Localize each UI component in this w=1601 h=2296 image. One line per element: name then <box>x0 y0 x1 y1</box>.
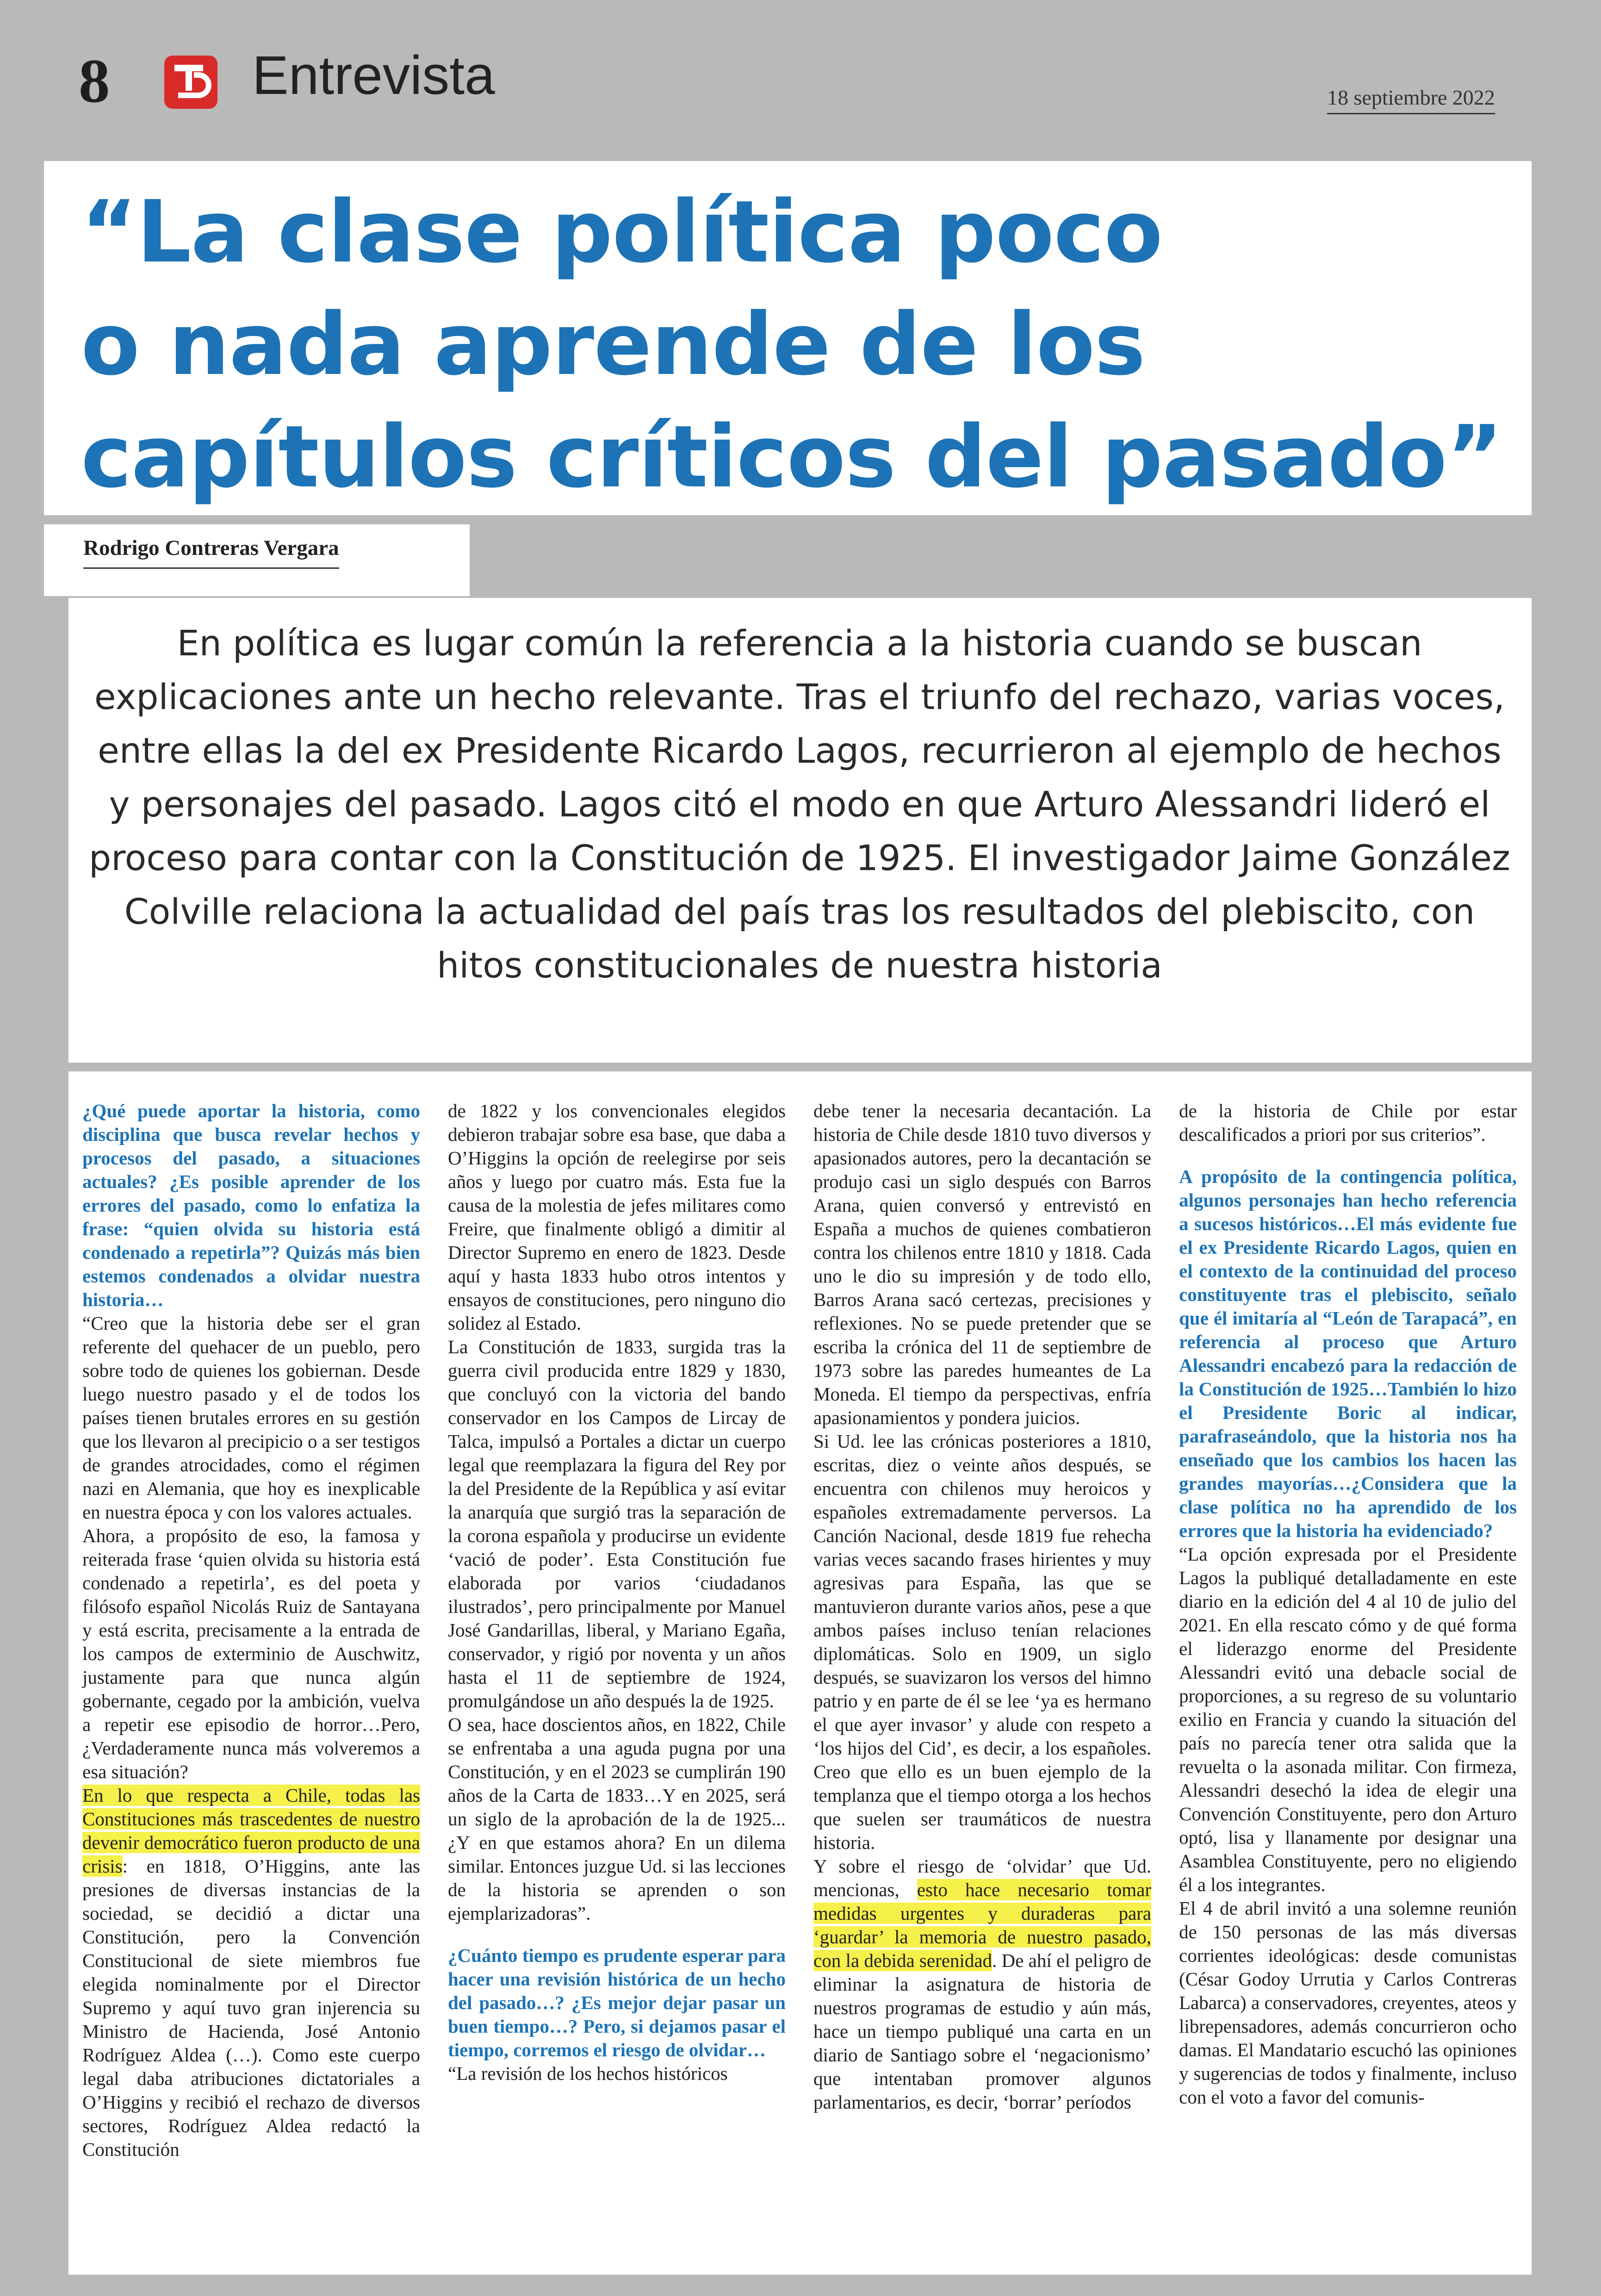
answer-paragraph: “La opción expresada por el Presidente Lagos la publiqué detalladamente en este diario en la edición del 4 al 10 de julio del 2021. En ella rescato cómo y de qué forma el liderazgo enorme del Presidente Alessandri evitó una debacle social de proporciones, a su regreso de su voluntario exilio en Francia y cuando la situación del país no parecía tener otra salida que la revuelta o la asonada militar. Con firmeza, Alessandri desechó la idea de elegir una Convención Constituyente, pero don Arturo optó, lisa y llanamente por designar una Asamblea Constituyente, pero no eligiendo él a los integrantes. <box>1179 1543 1517 1895</box>
answer-paragraph: En lo que respecta a Chile, todas las Constituciones más trascedentes de nuestro devenir democrático fueron producto de una crisis: en 1818, O’Higgins, ante las presiones de diversas instancias de la sociedad, se decidió a dictar una Constitución, pero la Convención Constitucional de siete miembros fue elegida nominalmente por el Director Supremo y aquí tuvo gran injerencia su Ministro de Hacienda, José Antonio Rodríguez Aldea (…). Como este cuerpo legal daba atribuciones dictatoriales a O’Higgins y recibió el rechazo de diversos sectores, Rodríguez Aldea redactó la Constitución <box>82 1785 420 2160</box>
column-3 <box>813 1099 1151 2114</box>
answer-paragraph: de la historia de Chile por estar descalificados a priori por sus criterios”. <box>1179 1100 1517 1145</box>
interview-question: ¿Qué puede aportar la historia, como disciplina que busca revelar hechos y procesos del pasado, a situaciones actuales? ¿Es posible aprender de los errores del pasado, como lo enfatiza la frase: “quien olvida su historia está condenado a repetirla”? Quizás más bien estemos condenados a olvidar nuestra historia… <box>82 1100 420 1310</box>
td-logo-icon <box>164 56 217 109</box>
highlighted-text: En lo que respecta a Chile, todas las Constituciones más trascedentes de nuestro devenir democrático fueron producto de una crisis <box>82 1785 420 1877</box>
answer-paragraph: Si Ud. lee las crónicas posteriores a 1810, escritas, diez o veinte años después, se encuentra con chilenos muy heroicos y españoles extremadamente perversos. La Canción Nacional, desde 1819 fue rehecha varias veces sacando frases hirientes y muy agresivas para España, las que se mantuvieron durante varios años, pese a que ambos países incluso tenían relaciones diplomáticas. Solo en 1909, un siglo después, se suavizaron los versos del himno patrio y en parte de él se lee ‘ya es hermano el que ayer invasor’ y alude con respeto a ‘los hijos del Cid’, es decir, a los españoles. Creo que ello es un buen ejemplo de la templanza que el tiempo otorga a los hechos que suelen ser traumáticos de nuestra historia. <box>813 1431 1151 1853</box>
article-body <box>68 1071 1532 2275</box>
section-title: Entrevista <box>252 45 495 106</box>
answer-paragraph: “La revisión de los hechos históricos <box>448 2063 728 2084</box>
headline-line: o nada aprende de los <box>81 294 1145 394</box>
answer-paragraph: O sea, hace doscientos años, en 1822, Chile se enfrentaba a una aguda pugna por una Constitución, y en el 2023 se cumplirán 190 años de la Carta de 1833…Y en 2025, será un siglo de la aprobación de la de 1925... ¿Y en que estamos ahora? En un dilema similar. Entonces juzgue Ud. si las lecciones de la historia se aprenden o son ejemplarizadoras”. <box>448 1714 786 1924</box>
byline-box <box>44 524 470 596</box>
highlighted-text: esto hace necesario tomar medidas urgentes y duraderas para ‘guardar’ la memoria de nuestro pasado, con la debida serenidad <box>813 1879 1151 1971</box>
author-name: Rodrigo Contreras Vergara <box>83 537 339 569</box>
headline-box <box>44 161 1532 515</box>
issue-date: 18 septiembre 2022 <box>1327 87 1495 114</box>
answer-paragraph: La Constitución de 1833, surgida tras la guerra civil producida entre 1829 y 1830, que concluyó con la victoria del bando conservador en los Campos de Lircay de Talca, impulsó a Portales a dictar un cuerpo legal que reemplazara la figura del Rey por la del Presidente de la República y así evitar la anarquía que surgió tras la separación de la corona española y producirse un evidente ‘vació de poder’. Esta Constitución fue elaborada por varios ‘ciudadanos ilustrados’, pero principalmente por Manuel José Gandarillas, liberal, y Mariano Egaña, conservador, y rigió por noventa y un años hasta el 11 de septiembre de 1924, promulgándose un año después la de 1925. <box>448 1336 786 1711</box>
page-number: 8 <box>79 47 110 116</box>
headline <box>81 176 1502 513</box>
column-2 <box>448 1099 786 2085</box>
answer-paragraph: debe tener la necesaria decantación. La historia de Chile desde 1810 tuvo diversos y apasionados autores, pero la decantación se produjo casi un siglo después con Barros Arana, quien conversó y entrevistó en España a muchos de quienes combatieron contra los chilenos entre 1810 y 1818. Cada uno le dio su impresión y de todo ello, Barros Arana sacó certezas, precisiones y reflexiones. No se puede pretender que se escriba la crónica del 11 de septiembre de 1973 sobre las paredes humeantes de La Moneda. El tiempo da perspectivas, enfría apasionamientos y pondera juicios. <box>813 1100 1151 1428</box>
lead-paragraph: En política es lugar común la referencia a la historia cuando se buscan explicaciones ante un hecho relevante. Tras el triunfo del rechazo, varias voces, entre ellas la del ex Presidente Ricardo Lagos, recurrieron al ejemplo de hechos y personajes del pasado. Lagos citó el modo en que Arturo Alessandri lideró el proceso para contar con la Constitución de 1925. El investigador Jaime González Colville relaciona la actualidad del país tras los resultados del plebiscito, con hitos constitucionales de nuestra historia <box>88 622 1511 986</box>
lead-box <box>68 598 1532 1063</box>
answer-paragraph: de 1822 y los convencionales elegidos debieron trabajar sobre esa base, que daba a O’Higgins la opción de reelegirse por seis años y luego por cuatro más. Esta fue la causa de la molestia de jefes militares como Freire, que finalmente obligó a dimitir al Director Supremo en enero de 1823. Desde aquí y hasta 1833 hubo otros intentos y ensayos de constituciones, pero ninguno dio solidez al Estado. <box>448 1100 786 1334</box>
interview-question: A propósito de la contingencia política, algunos personajes han hecho referencia a sucesos históricos…El más evidente fue el ex Presidente Ricardo Lagos, quien en el contexto de la continuidad del proceso constituyente tras el plebiscito, señalo que él imitaría al “León de Tarapacá”, en referencia al proceso que Arturo Alessandri encabezó para la redacción de la Constitución de 1925…También lo hizo el Presidente Boric al indicar, parafraseándolo, que la historia nos ha enseñado que los cambios los hacen las grandes mayorías…¿Considera que la clase política no ha aprendido de los errores que la historia ha evidenciado? <box>1179 1166 1517 1541</box>
answer-paragraph: El 4 de abril invitó a una solemne reunión de 150 personas de las más diversas corrientes ideológicas: desde comunistas (César Godoy Urrutia y Carlos Contreras Labarca) a conservadores, creyentes, ateos y librepensadores, además concurrieron ocho damas. El Mandatario escuchó las opiniones y sugerencias de todos y finalmente, incluso con el voto a favor del comunis- <box>1179 1898 1517 2108</box>
headline-line: capítulos críticos del pasado” <box>81 407 1503 507</box>
column-4 <box>1179 1099 1517 2109</box>
headline-line: “La clase política poco <box>81 182 1163 282</box>
answer-paragraph: Y sobre el riesgo de ‘olvidar’ que Ud. mencionas, esto hace necesario tomar medidas urgentes y duraderas para ‘guardar’ la memoria de nuestro pasado, con la debida serenidad. De ahí el peligro de eliminar la asignatura de historia de nuestros programas de estudio y aún más, hace un tiempo publiqué una carta en un diario de Santiago sobre el ‘negacionismo’ que intentaban promover algunos parlamentarios, es decir, ‘borrar’ períodos <box>813 1855 1151 2113</box>
answer-paragraph: Ahora, a propósito de eso, la famosa y reiterada frase ‘quien olvida su historia está condenado a repetirla’, es del poeta y filósofo español Nicolás Ruiz de Santayana y está escrita, precisamente a la entrada de los campos de exterminio de Auschwitz, justamente para que nunca algún gobernante, cegado por la ambición, vuelva a repetir ese episodio de horror…Pero, ¿Verdaderamente nunca más volveremos a esa situación? <box>82 1525 420 1782</box>
interview-question: ¿Cuánto tiempo es prudente esperar para hacer una revisión histórica de un hecho del pasado…? ¿Es mejor dejar pasar un buen tiempo…? Pero, si dejamos pasar el tiempo, corremos el riesgo de olvidar… <box>448 1945 786 2060</box>
answer-paragraph: “Creo que la historia debe ser el gran referente del quehacer de un pueblo, pero sobre todo de quienes los gobiernan. Desde luego nuestro pasado y el de todos los países tienen brutales errores en su gestión que los llevaron al precipicio o a ser testigos de grandes atrocidades, como el régimen nazi en Alemania, que hoy es inexplicable en nuestra época y con los valores actuales. <box>82 1313 420 1523</box>
column-1 <box>82 1099 420 2161</box>
